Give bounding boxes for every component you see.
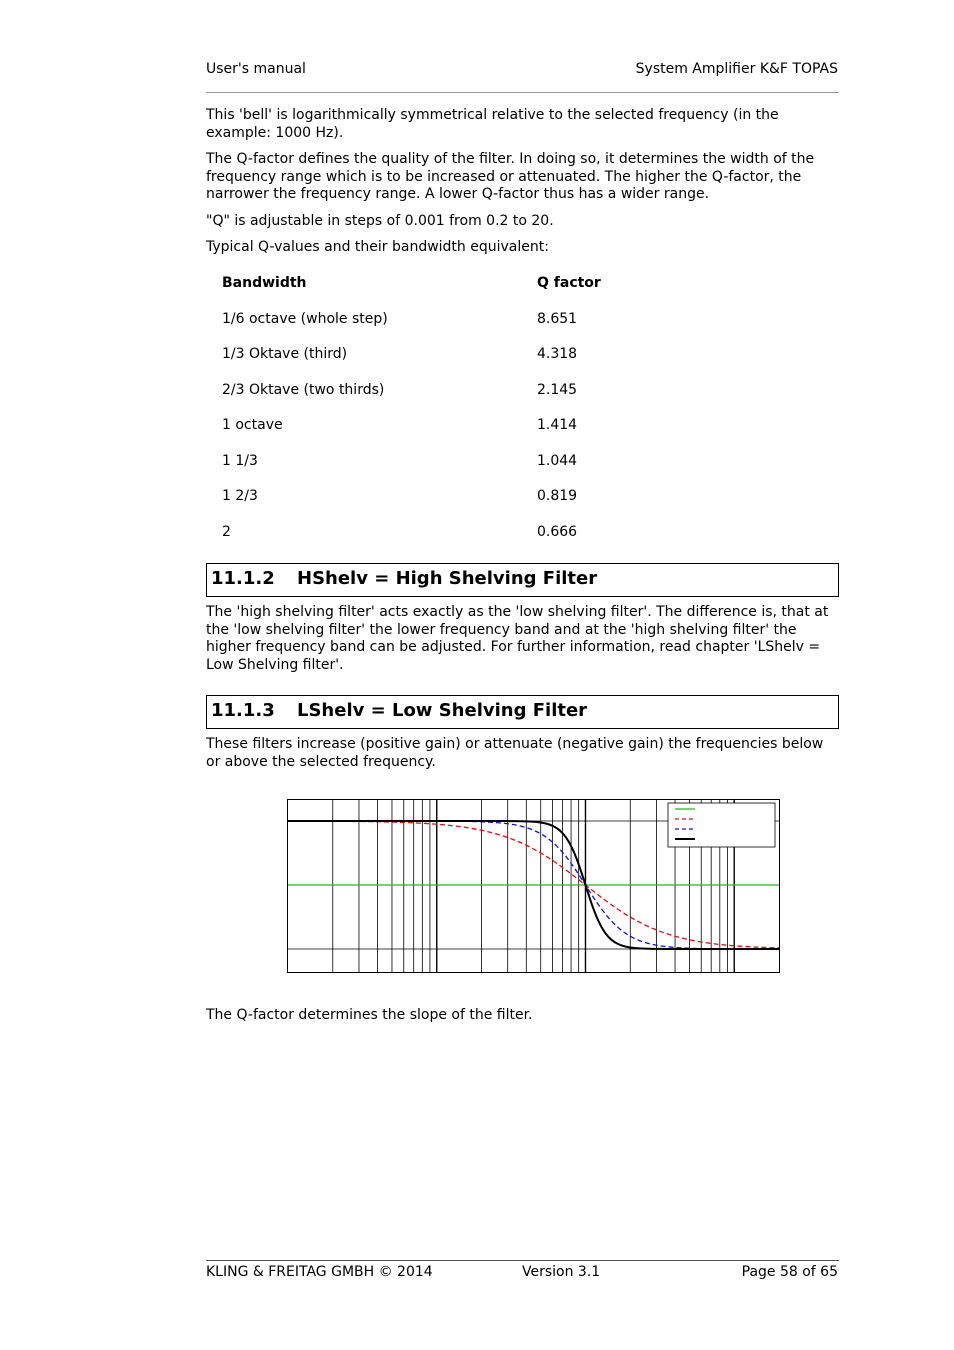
table-cell-bandwidth: 1 octave [222, 417, 283, 433]
table-header-q-factor: Q factor [537, 275, 601, 291]
chart-legend [668, 803, 775, 847]
paragraph-hshelv: The 'high shelving filter' acts exactly as the 'low shelving filter'. The difference is, that at the 'low shelving filter' the lower frequency band and at the 'high shelving filter' the higher frequency band can be adjusted. For further information, read chapter 'LShelv = Low Shelving filter'. [206, 604, 829, 673]
table-cell-bandwidth: 1 2/3 [222, 488, 258, 504]
paragraph-q-range: "Q" is adjustable in steps of 0.001 from 0.2 to 20. [206, 213, 554, 229]
section-heading-lshelv [206, 695, 839, 729]
table-cell-q: 8.651 [537, 311, 578, 327]
table-cell-bandwidth: 1/6 octave (whole step) [222, 311, 388, 327]
table-cell-q: 0.666 [537, 524, 578, 540]
paragraph-typical-q: Typical Q-values and their bandwidth equivalent: [206, 239, 549, 255]
section-number: 11.1.2 [211, 568, 275, 589]
footer-page-number: Page 58 of 65 [741, 1264, 838, 1280]
table-header-bandwidth: Bandwidth [222, 275, 307, 291]
section-title: LShelv = Low Shelving Filter [297, 700, 588, 721]
table-cell-bandwidth: 1/3 Oktave (third) [222, 346, 348, 362]
header-divider [206, 92, 839, 93]
footer-divider [206, 1260, 839, 1261]
header-right: System Amplifier K&F TOPAS [635, 61, 838, 77]
section-number: 11.1.3 [211, 700, 275, 721]
section-title: HShelv = High Shelving Filter [297, 568, 598, 589]
shelving-filter-chart [287, 799, 780, 973]
table-cell-bandwidth: 2 [222, 524, 231, 540]
table-cell-q: 0.819 [537, 488, 578, 504]
section-heading-hshelv [206, 563, 839, 597]
footer-version: Version 3.1 [522, 1264, 601, 1280]
table-cell-q: 1.414 [537, 417, 578, 433]
paragraph-bell: This 'bell' is logarithmically symmetrical relative to the selected frequency (in the example: 1000 Hz). [206, 107, 779, 141]
table-cell-bandwidth: 2/3 Oktave (two thirds) [222, 382, 385, 398]
table-cell-q: 1.044 [537, 453, 578, 469]
table-cell-bandwidth: 1 1/3 [222, 453, 258, 469]
paragraph-caption: The Q-factor determines the slope of the filter. [206, 1007, 533, 1023]
table-cell-q: 2.145 [537, 382, 578, 398]
table-cell-q: 4.318 [537, 346, 578, 362]
header-left: User's manual [206, 61, 306, 77]
paragraph-lshelv: These filters increase (positive gain) or attenuate (negative gain) the frequencies below or above the selected frequency. [206, 736, 824, 770]
paragraph-q-factor: The Q-factor defines the quality of the filter. In doing so, it determines the width of the frequency range which is to be increased or attenuated. The higher the Q-factor, the narrower the frequency range. A lower Q-factor thus has a wider range. [206, 151, 815, 202]
footer-company: KLING & FREITAG GMBH © 2014 [206, 1264, 433, 1280]
